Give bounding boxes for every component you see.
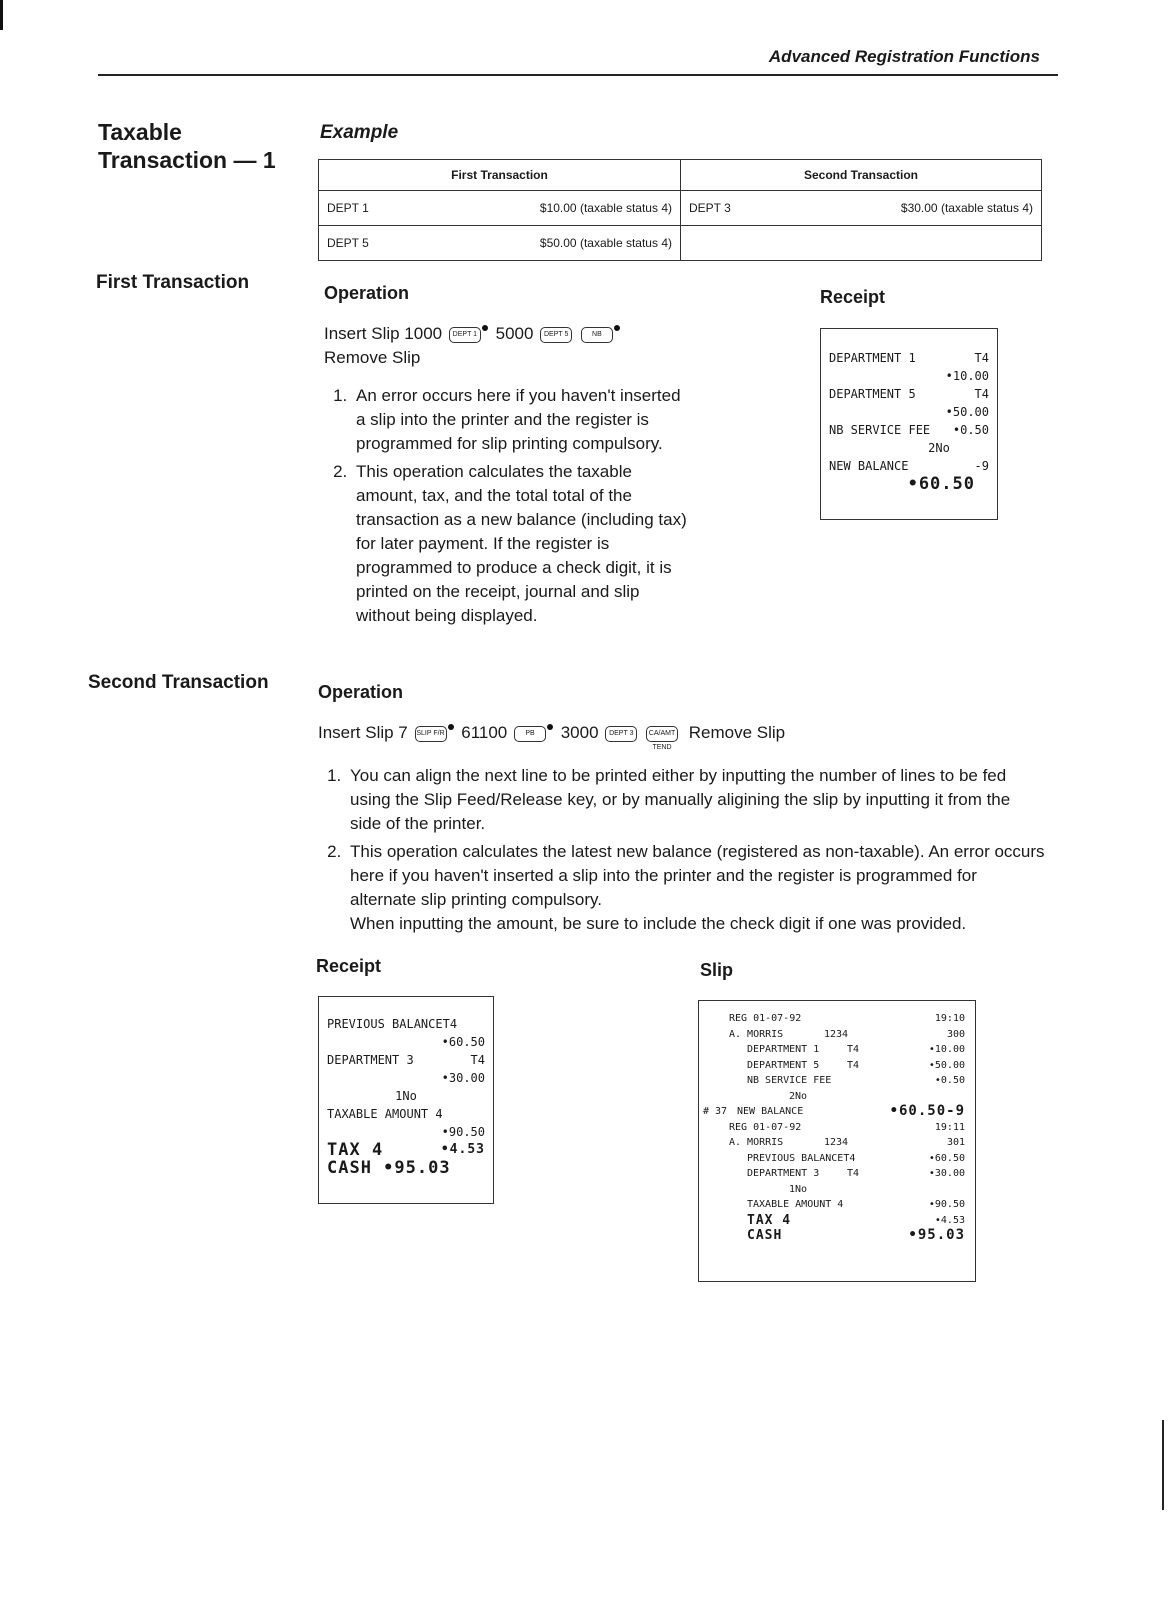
receipt-line [829, 385, 989, 403]
slip-line [729, 1042, 965, 1058]
slip-text: DEPARTMENT 1 [747, 1044, 820, 1055]
slip-line [729, 1213, 965, 1229]
op-remove-text: Remove Slip [688, 723, 786, 742]
slip-text: A. MORRIS [729, 1137, 784, 1148]
dept3-key-icon: DEPT 3 [605, 726, 637, 742]
dept5-key-icon: DEPT 5 [540, 327, 572, 343]
slip-text: TAXABLE AMOUNT 4 [747, 1199, 844, 1210]
op-line-1 [324, 322, 724, 346]
slip-print [698, 1000, 976, 1282]
dept-amount: $50.00 (taxable status 4) [539, 236, 672, 250]
op-remove-text: Remove Slip [324, 348, 421, 367]
dept-amount: $10.00 (taxable status 4) [539, 201, 672, 215]
slip-line [729, 1058, 965, 1074]
slip-value: •30.00 [928, 1168, 965, 1179]
list-item: 1. You can align the next line to be printed either by inputting the number of lines to be fed using the Slip Feed/Release key, or by manually aligining the slip by inputting it from the side of the printer. [346, 764, 1046, 836]
dept-name: DEPT 1 [327, 201, 369, 215]
slip-text: T4 [847, 1168, 860, 1179]
section-title-line1: Taxable [98, 119, 182, 145]
second-operation-label: Operation [318, 682, 404, 702]
slip-text: TAX 4 [747, 1212, 792, 1228]
op-insert-text: Insert Slip 1000 [324, 324, 443, 343]
receipt-value: T4 [470, 1053, 485, 1067]
op-insert-text: Insert Slip 7 [318, 723, 408, 742]
op-amount-text: 5000 [495, 324, 534, 343]
receipt-text: NEW BALANCE [829, 459, 909, 473]
slip-line [729, 1073, 965, 1089]
table-row [319, 226, 1042, 261]
slip-text: NB SERVICE FEE [747, 1075, 832, 1086]
receipt-line: •30.00 [441, 1071, 485, 1085]
slip-text: T4 [847, 1059, 860, 1071]
slip-value: •60.50-9 [889, 1103, 965, 1119]
scan-edge-mark [0, 0, 3, 30]
receipt-line [829, 457, 989, 475]
receipt-line: •60.50 [441, 1035, 485, 1049]
receipt-line: •90.50 [441, 1125, 485, 1139]
receipt-line [829, 349, 989, 367]
slip-value: 300 [946, 1028, 965, 1040]
note-text: This operation calculates the latest new balance (registered as non-taxable). An error occurs here if you haven't inserted a slip into the printer and the register is programmed for alternate slip printing compulsory. [350, 842, 1045, 909]
first-receipt [820, 328, 998, 520]
second-operation-sequence [318, 721, 1038, 751]
receipt-total: •60.50 [907, 474, 975, 494]
slip-line [703, 1104, 965, 1120]
slip-line [729, 1120, 965, 1136]
first-receipt-label: Receipt [820, 287, 886, 307]
op-amount-text: 3000 [560, 723, 599, 742]
col1-header: First Transaction [319, 160, 681, 191]
receipt-text: TAX 4 [327, 1140, 384, 1160]
slip-line [729, 1151, 965, 1167]
dept-name: DEPT 3 [689, 201, 731, 215]
slip-text: A. MORRIS [729, 1028, 784, 1040]
receipt-text: NB SERVICE FEE [829, 423, 931, 437]
slip-text: REG 01-07-92 [729, 1013, 802, 1024]
receipt-line: •10.00 [945, 369, 989, 383]
slip-value: 19:10 [934, 1013, 965, 1024]
receipt-value: •0.50 [952, 423, 989, 437]
header-rule [98, 74, 1058, 76]
slip-line [729, 1027, 965, 1043]
receipt-cash: CASH •95.03 [327, 1158, 451, 1178]
receipt-line [327, 1051, 485, 1069]
receipt-line [829, 421, 989, 439]
slip-text: CASH [747, 1228, 783, 1243]
first-operation-sequence [324, 322, 724, 370]
section-title-line2: Transaction — 1 [98, 147, 276, 173]
dept1-key-icon: DEPT 1 [449, 327, 481, 343]
receipt-line: 2No [928, 441, 950, 455]
dept-amount: $30.00 (taxable status 4) [900, 201, 1033, 215]
receipt-line: 1No [395, 1089, 417, 1103]
pb-key-icon: PB [514, 726, 546, 742]
slip-label: Slip [700, 960, 734, 980]
slip-text: 1234 [824, 1028, 849, 1040]
second-receipt [318, 996, 494, 1204]
table-cell [319, 226, 681, 261]
slip-value: •0.50 [934, 1075, 965, 1086]
slip-line: 2No [789, 1090, 808, 1102]
slip-text: T4 [847, 1044, 860, 1055]
receipt-line: PREVIOUS BALANCET4 [327, 1017, 458, 1031]
table-cell [319, 191, 681, 226]
receipt-text: DEPARTMENT 1 [829, 351, 916, 365]
slip-text: DEPARTMENT 5 [747, 1059, 820, 1071]
slip-line [729, 1166, 965, 1182]
receipt-line: TAXABLE AMOUNT 4 [327, 1107, 443, 1121]
slip-feed-key-icon: SLIP F/R [415, 726, 447, 742]
list-item [346, 840, 1046, 936]
slip-text: # 37 [703, 1106, 728, 1117]
table-header-row [319, 160, 1042, 191]
slip-value: •10.00 [928, 1044, 965, 1055]
slip-value: 301 [946, 1137, 965, 1148]
receipt-line: •50.00 [945, 405, 989, 419]
receipt-value: T4 [974, 351, 989, 365]
slip-line [729, 1197, 965, 1213]
receipt-tax [327, 1141, 485, 1159]
slip-text: REG 01-07-92 [729, 1121, 802, 1133]
slip-text: NEW BALANCE [737, 1106, 804, 1117]
dept-name: DEPT 5 [327, 236, 369, 250]
slip-value: •50.00 [928, 1059, 965, 1071]
col2-header: Second Transaction [681, 160, 1042, 191]
slip-line [729, 1135, 965, 1151]
example-label: Example [320, 122, 399, 143]
slip-text: PREVIOUS BALANCET4 [747, 1152, 856, 1164]
receipt-value: T4 [974, 387, 989, 401]
slip-value: •60.50 [928, 1152, 965, 1164]
slip-line [729, 1011, 965, 1027]
slip-value: •95.03 [908, 1227, 965, 1243]
slip-value: 19:11 [934, 1121, 965, 1133]
first-operation-label: Operation [324, 283, 410, 303]
list-item: 1. An error occurs here if you haven't inserted a slip into the printer and the register is programmed for slip printing compulsory. [352, 384, 692, 456]
scan-edge-mark-right [1162, 1420, 1164, 1510]
slip-value: •90.50 [928, 1199, 965, 1210]
slip-text: 1234 [824, 1137, 849, 1148]
second-receipt-label: Receipt [316, 956, 382, 976]
cash-key-icon: CA/AMT TEND [646, 726, 678, 742]
section-title [98, 118, 276, 174]
op-amount-text: 61100 [461, 723, 508, 742]
table-row [319, 191, 1042, 226]
receipt-value: -9 [974, 459, 989, 473]
receipt-value: •4.53 [440, 1142, 485, 1157]
table-cell [681, 191, 1042, 226]
receipt-text: DEPARTMENT 5 [829, 387, 916, 401]
note-text: When inputting the amount, be sure to include the check digit if one was provided. [350, 914, 967, 933]
example-table [318, 159, 1042, 261]
slip-value: •4.53 [934, 1214, 965, 1226]
slip-line: 1No [789, 1183, 808, 1195]
second-notes-list [318, 764, 1046, 940]
slip-text: DEPARTMENT 3 [747, 1168, 820, 1179]
slip-line [729, 1228, 965, 1244]
table-cell [681, 226, 1042, 261]
second-transaction-label: Second Transaction [88, 672, 269, 693]
list-item: 2. This operation calculates the taxable amount, tax, and the total total of the transaction as a new balance (including tax) for later payment. If the register is programmed to produce a check digit, it is printed on the receipt, journal and slip without being displayed. [352, 460, 692, 628]
running-header: Advanced Registration Functions [768, 47, 1040, 66]
nb-key-icon: NB [581, 327, 613, 343]
receipt-text: DEPARTMENT 3 [327, 1053, 414, 1067]
first-notes-list [324, 384, 692, 632]
first-transaction-label: First Transaction [96, 272, 250, 293]
